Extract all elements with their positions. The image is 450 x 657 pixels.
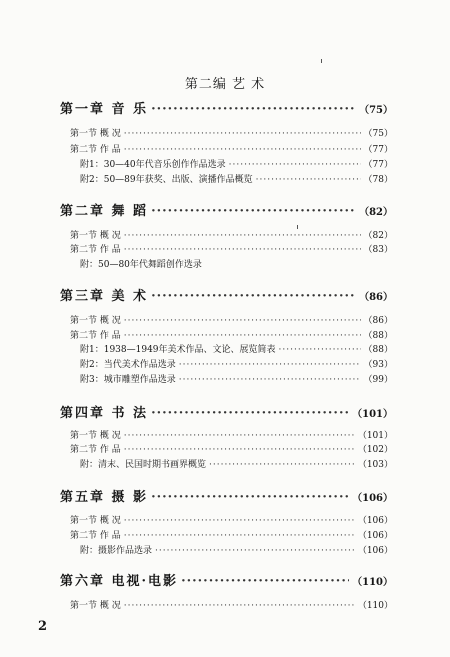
- entry-page: （106）: [357, 546, 393, 556]
- entry-page: （77）: [363, 145, 393, 155]
- chapter-title: 第六章 电视·电影: [60, 574, 179, 589]
- entry-page: （106）: [357, 531, 393, 541]
- appendix-entry[interactable]: [80, 543, 393, 556]
- entry-page: （75）: [363, 129, 393, 139]
- dot-leader: [124, 129, 361, 139]
- entry-page: （93）: [363, 360, 393, 370]
- dot-leader: [124, 231, 361, 241]
- entry-page: （102）: [357, 445, 393, 455]
- entry-label: 第二节 作 品: [70, 145, 121, 155]
- section-entry[interactable]: [70, 328, 393, 341]
- chapter-page: （82）: [359, 207, 393, 218]
- dot-leader: [151, 102, 356, 117]
- chapter-heading[interactable]: [60, 486, 393, 505]
- dot-leader: [179, 360, 361, 370]
- chapter-heading[interactable]: [60, 98, 393, 117]
- chapter-heading[interactable]: [60, 200, 393, 219]
- entry-page: （78）: [363, 175, 393, 185]
- appendix-entry[interactable]: [80, 257, 393, 270]
- entry-page: （86）: [363, 316, 393, 326]
- chapter-title: 第五章 摄 影: [60, 490, 149, 505]
- scan-mark: [297, 225, 298, 229]
- entry-label: 第一节 概 况: [70, 316, 121, 326]
- entry-page: （77）: [363, 160, 393, 170]
- section-entry[interactable]: [70, 442, 393, 455]
- chapter-title: 第三章 美 术: [60, 289, 149, 304]
- chapter-page: （86）: [359, 292, 393, 303]
- scan-mark: [321, 59, 322, 63]
- section-entry[interactable]: [70, 228, 393, 241]
- dot-leader: [151, 490, 349, 505]
- entry-page: （99）: [363, 375, 393, 385]
- appendix-entry[interactable]: [80, 357, 393, 370]
- entry-label: 第二节 作 品: [70, 531, 121, 541]
- entry-page: （110）: [357, 601, 393, 611]
- dot-leader: [124, 331, 361, 341]
- dot-leader: [181, 574, 349, 589]
- section-entry[interactable]: [70, 428, 393, 441]
- entry-label: 附：摄影作品选录: [80, 546, 153, 556]
- entry-label: 第二节 作 品: [70, 445, 121, 455]
- dot-leader: [256, 175, 361, 185]
- entry-label: 附3：城市雕塑作品选录: [80, 375, 176, 385]
- entry-label: 附：50—80年代舞蹈创作选录: [80, 260, 202, 270]
- chapter-page: （110）: [352, 577, 393, 588]
- entry-page: （106）: [357, 516, 393, 526]
- dot-leader: [155, 546, 355, 556]
- appendix-entry[interactable]: [80, 372, 393, 385]
- dot-leader: [124, 245, 361, 255]
- part-title: 第二编 艺 术: [184, 77, 266, 92]
- entry-label: 附2：50—89年获奖、出版、演播作品概览: [80, 175, 253, 185]
- entry-label: 附1：30—40年代音乐创作作品选录: [80, 160, 226, 170]
- entry-page: （88）: [363, 345, 393, 355]
- dot-leader: [124, 531, 355, 541]
- entry-label: 附：清末、民国时期书画界概览: [80, 460, 207, 470]
- entry-label: 第一节 概 况: [70, 516, 121, 526]
- section-entry[interactable]: [70, 513, 393, 526]
- dot-leader: [124, 316, 361, 326]
- appendix-entry[interactable]: [80, 457, 393, 470]
- entry-page: （82）: [363, 231, 393, 241]
- dot-leader: [124, 431, 355, 441]
- entry-page: （83）: [363, 245, 393, 255]
- dot-leader: [279, 345, 361, 355]
- chapter-title: 第四章 书 法: [60, 406, 149, 421]
- entry-page: （101）: [357, 431, 393, 441]
- chapter-heading[interactable]: [60, 285, 393, 304]
- chapter-page: （101）: [352, 409, 393, 420]
- entry-label: 第二节 作 品: [70, 331, 121, 341]
- entry-label: 第一节 概 况: [70, 129, 121, 139]
- section-entry[interactable]: [70, 313, 393, 326]
- entry-label: 第一节 概 况: [70, 601, 121, 611]
- appendix-entry[interactable]: [80, 342, 393, 355]
- dot-leader: [151, 204, 356, 219]
- entry-label: 第一节 概 况: [70, 431, 121, 441]
- dot-leader: [179, 375, 361, 385]
- chapter-heading[interactable]: [60, 570, 393, 589]
- chapter-title: 第二章 舞 蹈: [60, 204, 149, 219]
- dot-leader: [229, 160, 361, 170]
- chapter-page: （75）: [359, 105, 393, 116]
- section-entry[interactable]: [70, 126, 393, 139]
- dot-leader: [124, 145, 361, 155]
- section-entry[interactable]: [70, 242, 393, 255]
- entry-label: 附1：1938—1949年美术作品、文论、展览简表: [80, 345, 276, 355]
- dot-leader: [151, 289, 356, 304]
- chapter-heading[interactable]: [60, 402, 393, 421]
- chapter-page: （106）: [352, 493, 393, 504]
- section-entry[interactable]: [70, 528, 393, 541]
- dot-leader: [151, 406, 349, 421]
- dot-leader: [124, 516, 355, 526]
- appendix-entry[interactable]: [80, 157, 393, 170]
- chapter-title: 第一章 音 乐: [60, 102, 149, 117]
- entry-label: 第二节 作 品: [70, 245, 121, 255]
- entry-label: 第一节 概 况: [70, 231, 121, 241]
- entry-label: 附2：当代美术作品选录: [80, 360, 176, 370]
- appendix-entry[interactable]: [80, 172, 393, 185]
- dot-leader: [124, 445, 355, 455]
- section-entry[interactable]: [70, 598, 393, 611]
- entry-page: （103）: [357, 460, 393, 470]
- section-entry[interactable]: [70, 142, 393, 155]
- dot-leader: [124, 601, 355, 611]
- dot-leader: [209, 460, 355, 470]
- page-number: 2: [38, 619, 48, 634]
- entry-page: （88）: [363, 331, 393, 341]
